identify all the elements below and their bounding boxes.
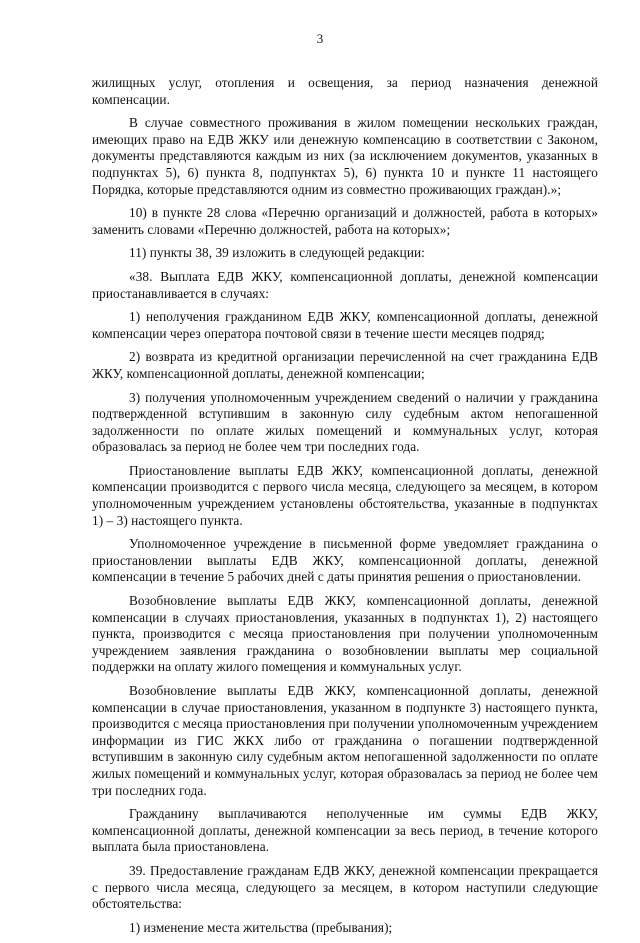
paragraph-9: Приостановление выплаты ЕДВ ЖКУ, компенсационной доплаты, денежной компенсации производится с первого числа месяца, следующего за месяцем, в котором уполномоченным учреждением установлены обстоятельства, указанные в подпунктах 1) – 3) настоящего пункта. (92, 462, 598, 528)
paragraph-4: 11) пункты 38, 39 изложить в следующей редакции: (129, 245, 425, 261)
paragraph-7: 2) возврата из кредитной организации перечисленной на счет гражданина ЕДВ ЖКУ, компенсационной доплаты, денежной компенсации; (92, 349, 598, 381)
paragraph-5: «38. Выплата ЕДВ ЖКУ, компенсационной доплаты, денежной компенсации приостанавливается в случаях: (92, 268, 598, 301)
paragraph-3: 10) в пункте 28 слова «Перечню организаций и должностей, работа в которых» заменить словами «Перечню должностей, работа на которых»; (92, 205, 598, 237)
paragraph-15: 1) изменение места жительства (пребывания); (129, 919, 393, 935)
paragraph-13: Гражданину выплачиваются неполученные им суммы ЕДВ ЖКУ, компенсационной доплаты, денежной компенсации за весь период, в течение которого выплата была приостановлена. (92, 806, 598, 855)
paragraph-10: Уполномоченное учреждение в письменной форме уведомляет гражданина о приостановлении выплаты ЕДВ ЖКУ, компенсационной доплаты, денежной компенсации в течение 5 рабочих дней с даты принятия решения о приостановлении. (92, 536, 598, 585)
paragraph-11: Возобновление выплаты ЕДВ ЖКУ, компенсационной доплаты, денежной компенсации в случаях приостановления, указанных в подпунктах 1), 2) настоящего пункта, производится с месяца приостановления при получении уполномоченным учреждением заявления гражданина о возобновлении выплаты мер социальной поддержки на оплату жилого помещения и коммунальных услуг. (92, 593, 598, 675)
paragraph-8: 3) получения уполномоченным учреждением сведений о наличии у гражданина подтвержденной вступившим в законную силу судебным актом непогашенной задолженности по оплате жилых помещений и коммунальных услуг, которая образовалась за период не более чем три последних года. (92, 389, 598, 455)
paragraph-12: Возобновление выплаты ЕДВ ЖКУ, компенсационной доплаты, денежной компенсации в случае приостановления, указанном в подпункте 3) настоящего пункта, производится с месяца приостановления при получении уполномоченным учреждением информации из ГИС ЖКХ либо от гражданина о погашении подтвержденной вступившим в законную силу судебным актом непогашенной задолженности по оплате жилых помещений и коммунальных услуг, которая образовалась за период не более чем три последних года. (92, 683, 598, 798)
document-body (92, 75, 598, 943)
paragraph-14: 39. Предоставление гражданам ЕДВ ЖКУ, денежной компенсации прекращается с первого числа месяца, следующего за месяцем, в котором наступили следующие обстоятельства: (92, 862, 598, 912)
paragraph-6: 1) неполучения гражданином ЕДВ ЖКУ, компенсационной доплаты, денежной компенсации через оператора почтовой связи в течение шести месяцев подряд; (92, 309, 598, 341)
paragraph-1: жилищных услуг, отопления и освещения, за период назначения денежной компенсации. (92, 75, 598, 107)
paragraph-2: В случае совместного проживания в жилом помещении нескольких граждан, имеющих право на ЕДВ ЖКУ или денежную компенсацию в соответствии с Законом, документы представляются каждым из них (за исключением документов, указанных в подпунктах 5), 6) пункта 8, подпунктах 5), 6) пункта 10 и пункте 11 настоящего Порядка, которые представляются одним из совместно проживающих граждан).»; (92, 115, 598, 197)
page-number: 3 (316, 31, 324, 46)
